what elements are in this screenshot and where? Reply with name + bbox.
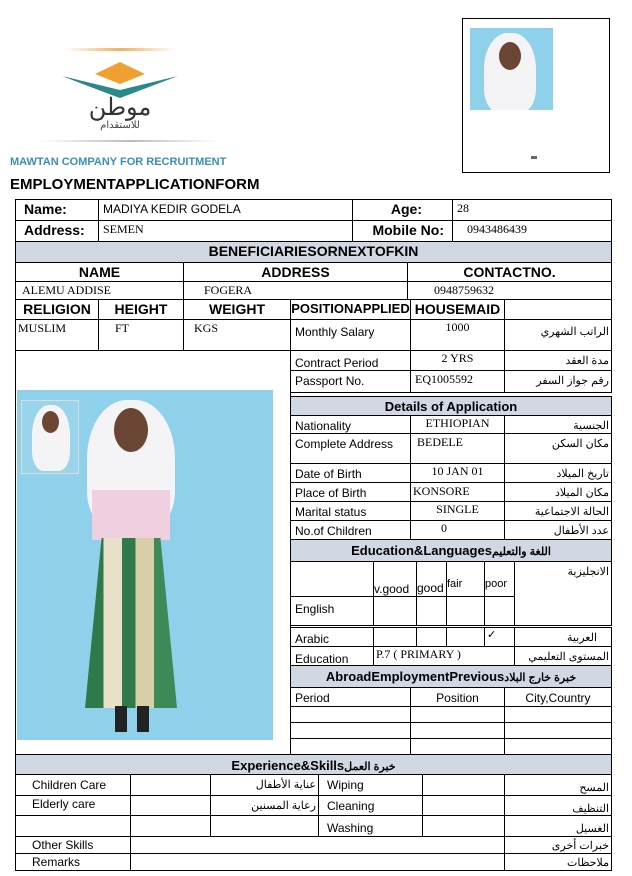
other-skills-label: Other Skills bbox=[15, 836, 131, 854]
children-value[interactable]: 0 bbox=[410, 520, 505, 540]
washing-label: Washing bbox=[318, 815, 423, 837]
arabic-arabic: العربية bbox=[514, 627, 612, 647]
remarks-arabic: ملاحظات bbox=[504, 853, 612, 871]
wiping-value[interactable] bbox=[422, 774, 505, 796]
height-value[interactable]: FT bbox=[98, 319, 184, 351]
remarks-value[interactable] bbox=[130, 853, 505, 871]
form-title: EMPLOYMENTAPPLICATIONFORM bbox=[10, 176, 260, 193]
pob-value[interactable]: KONSORE bbox=[410, 482, 505, 502]
children-arabic: عدد الأطفال bbox=[504, 520, 612, 540]
contract-value[interactable]: 2 YRS bbox=[410, 350, 505, 371]
abroad-header: AbroadEmploymentPreviousخبرة خارج البلاد bbox=[290, 665, 612, 688]
dob-label: Date of Birth bbox=[290, 463, 411, 483]
kin-name-header: NAME bbox=[15, 262, 184, 282]
dob-value[interactable]: 10 JAN 01 bbox=[410, 463, 505, 483]
position-value[interactable]: HOUSEMAID bbox=[410, 299, 505, 320]
mobile-value[interactable]: 0943486439 bbox=[452, 220, 612, 242]
abroad-cell[interactable] bbox=[290, 722, 411, 739]
children-care-label: Children Care bbox=[15, 774, 131, 796]
salary-arabic: الراتب الشهري bbox=[504, 319, 612, 351]
elderly-care-value[interactable] bbox=[130, 795, 211, 816]
passport-value[interactable]: EQ1005592 bbox=[410, 370, 505, 393]
washing-arabic: الغسيل bbox=[504, 815, 612, 837]
english-poor[interactable] bbox=[484, 596, 515, 626]
children-care-value[interactable] bbox=[130, 774, 211, 796]
pob-arabic: مكان الميلاد bbox=[504, 482, 612, 502]
abroad-cell[interactable] bbox=[410, 706, 505, 723]
name-label: Name: bbox=[15, 199, 99, 221]
abroad-cell[interactable] bbox=[504, 706, 612, 723]
salary-value[interactable]: 1000 bbox=[410, 319, 505, 351]
other-skills-arabic: خبرات أخرى bbox=[504, 836, 612, 854]
children-label: No.of Children bbox=[290, 520, 411, 540]
kin-contact[interactable]: 0948759632 bbox=[407, 281, 612, 300]
education-value[interactable]: P.7 ( PRIMARY ) bbox=[373, 646, 515, 666]
passport-label: Passport No. bbox=[290, 370, 411, 393]
complete-address-label: Complete Address bbox=[290, 433, 411, 464]
skills-header: Experience&Skillsخبرة العمل bbox=[15, 754, 612, 775]
pob-label: Place of Birth bbox=[290, 482, 411, 502]
arabic-good[interactable] bbox=[416, 627, 447, 647]
address-value[interactable]: SEMEN bbox=[98, 220, 353, 242]
english-vgood[interactable] bbox=[373, 596, 417, 626]
nationality-arabic: الجنسية bbox=[504, 415, 612, 434]
age-value[interactable]: 28 bbox=[452, 199, 612, 221]
arabic-label: Arabic bbox=[290, 627, 374, 647]
passport-arabic: رقم جواز السفر bbox=[504, 370, 612, 393]
level-good: good bbox=[416, 561, 447, 597]
education-header: Education&Languagesاللغة والتعليم bbox=[290, 539, 612, 562]
weight-header: WEIGHT bbox=[183, 299, 291, 320]
dob-arabic: تاريخ الميلاد bbox=[504, 463, 612, 483]
mobile-label: Mobile No: bbox=[352, 220, 453, 242]
abroad-cell[interactable] bbox=[290, 706, 411, 723]
other-skills-value[interactable] bbox=[130, 836, 505, 854]
nationality-label: Nationality bbox=[290, 415, 411, 434]
full-body-photo bbox=[17, 390, 273, 740]
cleaning-value[interactable] bbox=[422, 795, 505, 816]
logo-arabic: موطن bbox=[88, 94, 152, 121]
abroad-cell[interactable] bbox=[410, 722, 505, 739]
arabic-poor-check[interactable]: ✓ bbox=[484, 627, 515, 647]
passport-photo bbox=[470, 28, 553, 110]
marital-label: Marital status bbox=[290, 501, 411, 521]
position-header: POSITIONAPPLIED bbox=[290, 299, 411, 320]
marital-value[interactable]: SINGLE bbox=[410, 501, 505, 521]
company-logo bbox=[40, 48, 220, 143]
abroad-city-header: City,Country bbox=[504, 687, 612, 707]
abroad-cell[interactable] bbox=[290, 738, 411, 755]
kin-contact-header: CONTACTNO. bbox=[407, 262, 612, 282]
salary-label: Monthly Salary bbox=[290, 319, 411, 351]
abroad-period-header: Period bbox=[290, 687, 411, 707]
details-header: Details of Application bbox=[290, 396, 612, 416]
age-label: Age: bbox=[352, 199, 453, 221]
complete-address-value[interactable]: BEDELE bbox=[410, 433, 505, 464]
level-poor: poor bbox=[484, 561, 515, 597]
name-value[interactable]: MADIYA KEDIR GODELA bbox=[98, 199, 353, 221]
level-fair: fair bbox=[446, 561, 485, 597]
cleaning-label: Cleaning bbox=[318, 795, 423, 816]
education-arabic: المستوى التعليمي bbox=[514, 646, 612, 666]
height-header: HEIGHT bbox=[98, 299, 184, 320]
kin-name[interactable]: ALEMU ADDISE bbox=[15, 281, 184, 300]
remarks-label: Remarks bbox=[15, 853, 131, 871]
complete-address-arabic: مكان السكن bbox=[504, 433, 612, 464]
weight-value[interactable]: KGS bbox=[183, 319, 291, 351]
contract-label: Contract Period bbox=[290, 350, 411, 371]
abroad-cell[interactable] bbox=[410, 738, 505, 755]
education-label: Education bbox=[290, 646, 374, 666]
washing-value[interactable] bbox=[422, 815, 505, 837]
marital-arabic: الحالة الاجتماعية bbox=[504, 501, 612, 521]
english-fair[interactable] bbox=[446, 596, 485, 626]
abroad-cell[interactable] bbox=[504, 722, 612, 739]
religion-header: RELIGION bbox=[15, 299, 99, 320]
english-arabic: الانجليزية bbox=[514, 561, 612, 626]
company-name: MAWTAN COMPANY FOR RECRUITMENT bbox=[10, 156, 227, 168]
kin-address[interactable]: FOGERA bbox=[183, 281, 408, 300]
wiping-arabic: المسح bbox=[504, 774, 612, 796]
passport-photo-frame bbox=[462, 18, 610, 173]
children-care-arabic: عناية الأطفال bbox=[210, 774, 319, 796]
level-vgood: v.good bbox=[373, 561, 417, 597]
wiping-label: Wiping bbox=[318, 774, 423, 796]
address-label: Address: bbox=[15, 220, 99, 242]
contract-arabic: مدة العقد bbox=[504, 350, 612, 371]
nationality-value[interactable]: ETHIOPIAN bbox=[410, 415, 505, 434]
logo-sub: للاستقدام bbox=[100, 120, 140, 131]
arabic-fair[interactable] bbox=[446, 627, 485, 647]
arabic-vgood[interactable] bbox=[373, 627, 417, 647]
english-label: English bbox=[290, 596, 374, 626]
abroad-cell[interactable] bbox=[504, 738, 612, 755]
kin-address-header: ADDRESS bbox=[183, 262, 408, 282]
kin-header: BENEFICIARIESORNEXTOFKIN bbox=[15, 241, 612, 263]
cleaning-arabic: التنظيف bbox=[504, 795, 612, 816]
elderly-care-arabic: رعاية المسنين bbox=[210, 795, 319, 816]
elderly-care-label: Elderly care bbox=[15, 795, 131, 816]
abroad-position-header: Position bbox=[410, 687, 505, 707]
religion-value[interactable]: MUSLIM bbox=[15, 319, 99, 351]
english-good[interactable] bbox=[416, 596, 447, 626]
